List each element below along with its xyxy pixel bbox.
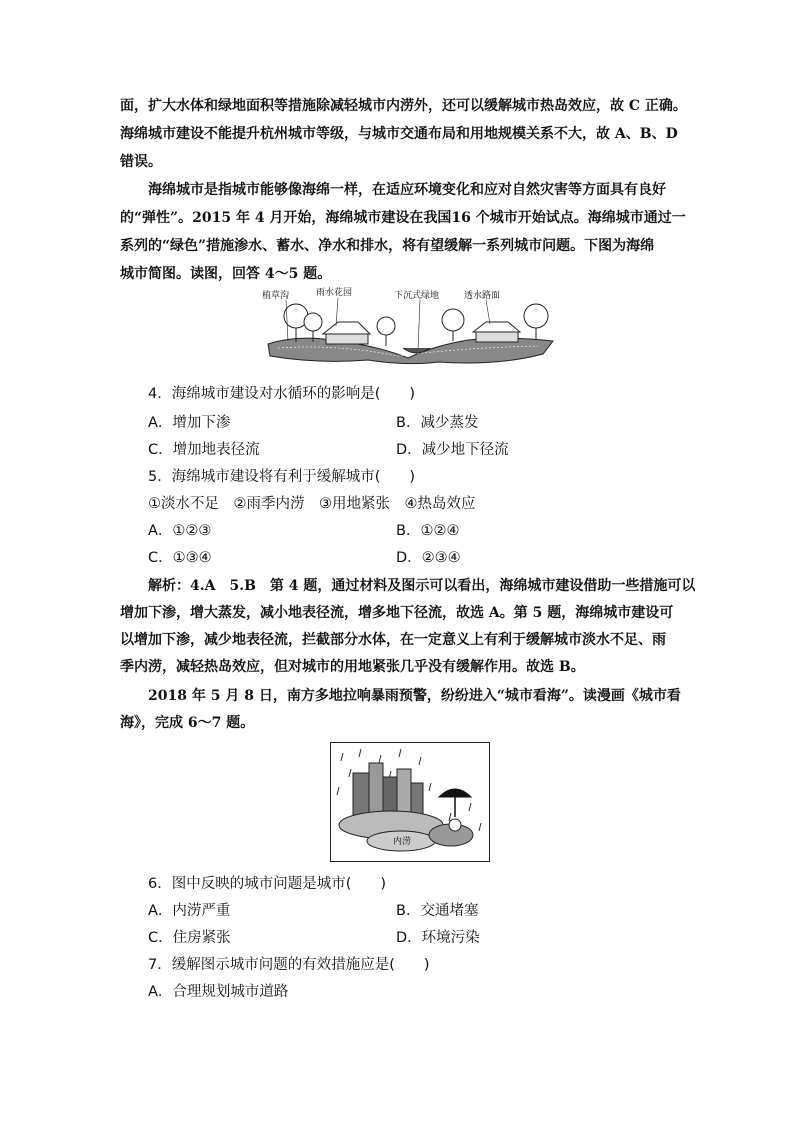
option-c: C．①③④ [148, 550, 212, 566]
option-d: D．减少地下径流 [396, 442, 509, 458]
paragraph-text: 2018 年 5 月 8 日，南方多地拉响暴雨预警，纷纷进入“城市看海”。读漫画《城市看 [148, 688, 681, 704]
option-a: A．内涝严重 [148, 903, 231, 919]
figure-label: 下沉式绿地 [394, 291, 440, 301]
analysis-text: 以增加下渗，减少地表径流，拦截部分水体，在一定意义上有利于缓解城市淡水不足、雨 [120, 632, 666, 648]
paragraph-text: 海绵城市建设不能提升杭州城市等级，与城市交通布局和用地规模关系不大，故 A、B、D [120, 126, 678, 142]
figure-label: 雨水花园 [316, 288, 353, 298]
question-4-stem: 4．海绵城市建设对水循环的影响是( ) [148, 386, 416, 402]
option-d: D．②③④ [396, 550, 461, 566]
paragraph-text: 的“弹性”。2015 年 4 月开始，海绵城市建设在我国16 个城市开始试点。海绵城市通过一 [120, 210, 686, 226]
paragraph-text: 错误。 [120, 154, 162, 170]
option-a: A．合理规划城市道路 [148, 984, 289, 1000]
paragraph-text: 面，扩大水体和绿地面积等措施除减轻城市内涝外，还可以缓解城市热岛效应，故 C 正确。 [120, 98, 687, 114]
option-b: B．减少蒸发 [396, 415, 479, 431]
question-5-items: ①淡水不足 ②雨季内涝 ③用地紧张 ④热岛效应 [148, 496, 476, 512]
paragraph-text: 海绵城市是指城市能够像海绵一样，在适应环境变化和应对自然灾害等方面具有良好 [148, 182, 666, 198]
question-7-stem: 7．缓解图示城市问题的有效措施应是( ) [148, 957, 430, 973]
analysis-text: 解析：4.A 5.B 第 4 题，通过材料及图示可以看出，海绵城市建设借助一些措施可以 [148, 578, 696, 594]
question-5-stem: 5．海绵城市建设将有利于缓解城市( ) [148, 469, 416, 485]
paragraph-text: 海》，完成 6～7 题。 [120, 715, 255, 731]
flood-label: 内涝 [393, 837, 412, 847]
analysis-text: 季内涝，减轻热岛效应，但对城市的用地紧张几乎没有缓解作用。故选 B。 [120, 659, 585, 675]
paragraph-text: 城市简图。读图，回答 4～5 题。 [120, 266, 332, 282]
sponge-city-diagram [258, 286, 558, 371]
option-b: B．①②④ [396, 523, 460, 539]
figure-label: 植草沟 [262, 291, 290, 301]
city-flood-cartoon [330, 742, 490, 862]
figure-label: 透水路面 [464, 291, 501, 301]
option-b: B．交通堵塞 [396, 903, 479, 919]
option-c: C．增加地表径流 [148, 442, 260, 458]
option-a: A．①②③ [148, 523, 212, 539]
question-6-stem: 6．图中反映的城市问题是城市( ) [148, 876, 387, 892]
option-a: A．增加下渗 [148, 415, 231, 431]
analysis-text: 增加下渗，增大蒸发，减小地表径流，增多地下径流，故选 A。第 5 题，海绵城市建设可 [120, 605, 674, 621]
option-c: C．住房紧张 [148, 930, 231, 946]
option-d: D．环境污染 [396, 930, 480, 946]
paragraph-text: 系列的“绿色”措施渗水、蓄水、净水和排水，将有望缓解一系列城市问题。下图为海绵 [120, 238, 655, 254]
